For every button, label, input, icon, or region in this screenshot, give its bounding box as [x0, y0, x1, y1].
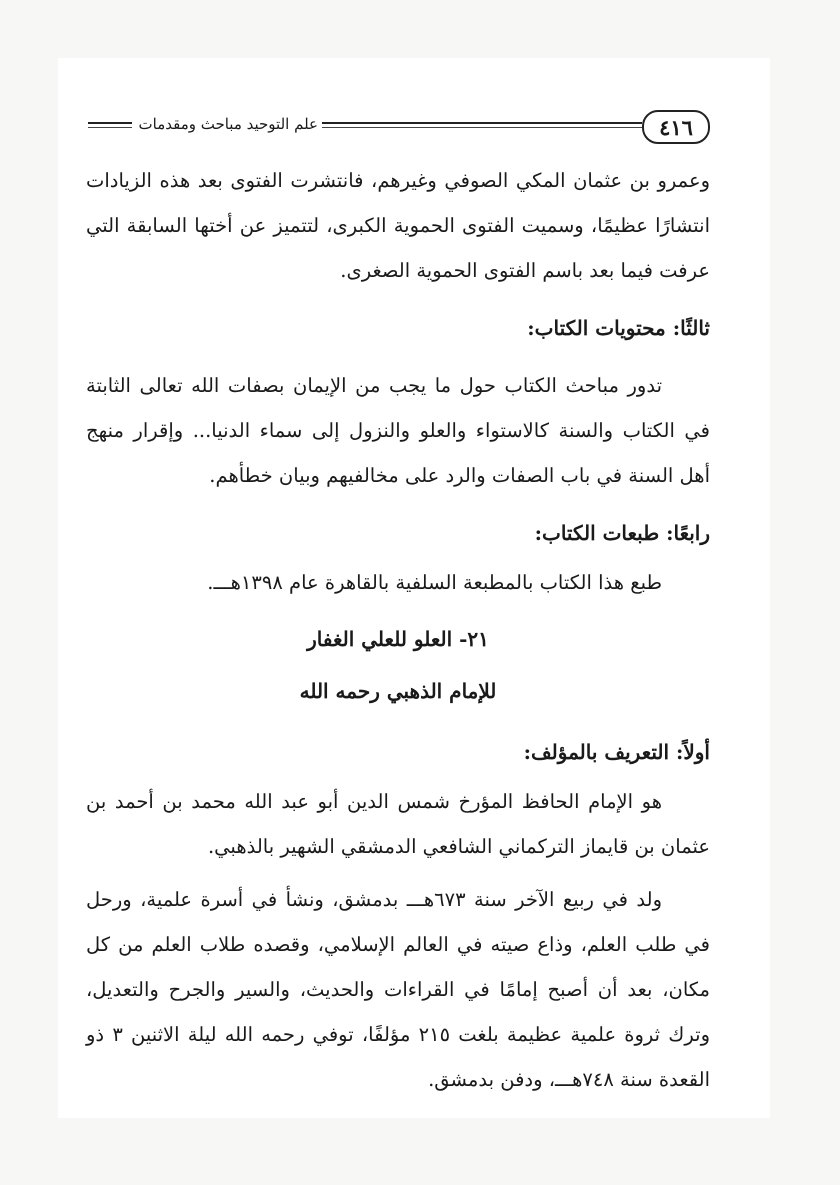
paragraph: تدور مباحث الكتاب حول ما يجب من الإيمان بصفات الله تعالى الثابتة في الكتاب والسنة كالاستواء والعلو والنزول إلى سماء الدنيا... وإقرار منهج أهل السنة في باب الصفات والرد على مخالفيهم وبيان خطأهم. — [86, 374, 710, 487]
book-heading: ٢١- العلو للعلي الغفار — [307, 627, 489, 651]
header-rule-short — [88, 122, 132, 124]
page-header — [88, 110, 710, 144]
section-heading-contents: ثالثًا: محتويات الكتاب: — [527, 316, 710, 340]
paragraph: طبع هذا الكتاب بالمطبعة السلفية بالقاهرة عام ١٣٩٨هـــ. — [207, 571, 662, 594]
header-rule-long-thin — [322, 127, 642, 128]
running-book-title: علم التوحيد مباحث ومقدمات — [138, 115, 318, 133]
paragraph: هو الإمام الحافظ المؤرخ شمس الدين أبو عبد الله محمد بن أحمد بن عثمان بن قايماز التركماني الشافعي الدمشقي الشهير بالذهبي. — [86, 790, 710, 858]
page-body — [86, 158, 710, 1102]
paragraph: وعمرو بن عثمان المكي الصوفي وغيرهم، فانتشرت الفتوى بعد هذه الزيادات انتشارًا عظيمًا، وسميت الفتوى الحموية الكبرى، لتتميز عن أختها السابقة التي عرفت فيما بعد باسم الفتوى الحموية الصغرى. — [86, 169, 710, 282]
header-rule-short-thin — [88, 127, 132, 128]
page-number: ٤١٦ — [642, 110, 710, 144]
section-heading-author: أولاً: التعريف بالمؤلف: — [523, 740, 710, 764]
author-heading: للإمام الذهبي رحمه الله — [299, 679, 497, 703]
paragraph: ولد في ربيع الآخر سنة ٦٧٣هـــ بدمشق، ونشأ في أسرة علمية، ورحل في طلب العلم، وذاع صيته في العالم الإسلامي، وقصده طلاب العلم من كل مكان، بعد أن أصبح إمامًا في القراءات والحديث، والسير والجرح والتعديل، وترك ثروة علمية عظيمة بلغت ٢١٥ مؤلفًا، توفي رحمه الله ليلة الاثنين ٣ ذو القعدة سنة ٧٤٨هـــ، ودفن بدمشق. — [86, 888, 710, 1091]
header-rule-long — [322, 122, 642, 124]
section-heading-editions: رابعًا: طبعات الكتاب: — [534, 521, 710, 545]
